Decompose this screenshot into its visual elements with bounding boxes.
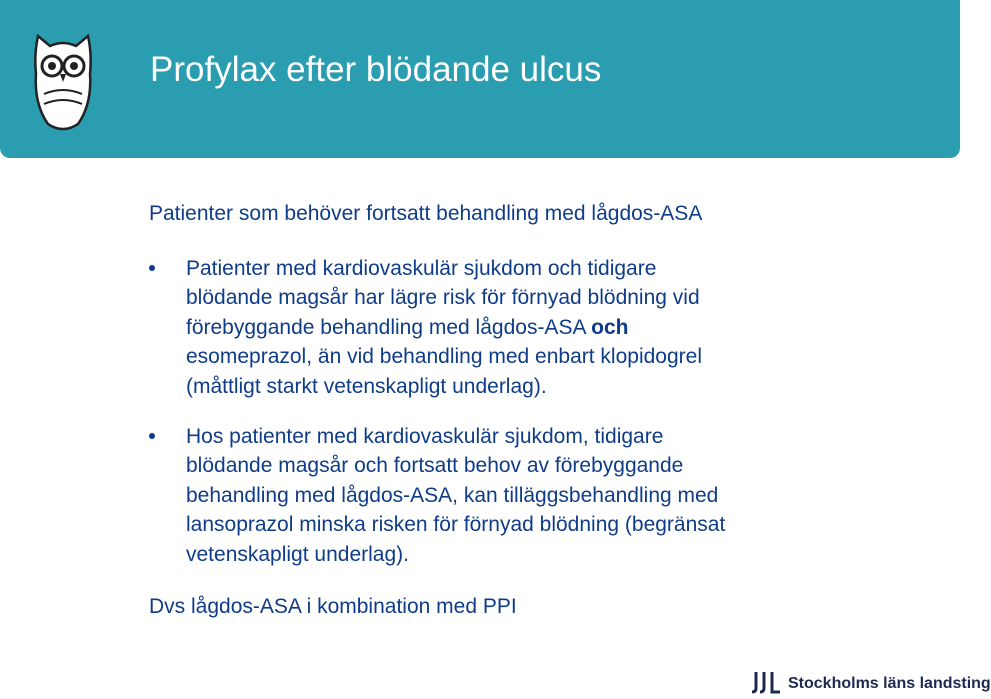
bullet-1 — [186, 254, 702, 401]
bullet-2 — [186, 422, 725, 569]
bullet-1-line-1: Patienter med kardiovaskulär sjukdom och tidigare — [186, 257, 657, 280]
bullet-2-line-5: vetenskapligt underlag). — [186, 542, 409, 566]
bullet-1-line-2: blödande magsår har lägre risk för förnyad blödning vid — [186, 286, 700, 310]
bullet-1-line-3 — [186, 313, 702, 342]
bullet-2-line-1: Hos patienter med kardiovaskulär sjukdom, tidigare — [186, 425, 664, 448]
bullet-dot — [149, 433, 155, 439]
bullet-1-emphasis: och — [591, 315, 629, 339]
slide-title: Profylax efter blödande ulcus — [150, 50, 602, 89]
bullet-2-line-4: lansoprazol minska risken för förnyad blödning (begränsat — [186, 513, 726, 537]
bullet-2-line-2: blödande magsår och fortsatt behov av förebyggande — [186, 454, 684, 478]
bullet-1-line-3-text: förebyggande behandling med lågdos-ASA — [186, 315, 592, 339]
sll-logo-icon — [752, 670, 782, 694]
title-banner — [0, 0, 960, 158]
bullet-dot — [149, 265, 155, 271]
footer-logo — [752, 670, 991, 694]
bullet-2-line-3: behandling med lågdos-ASA, kan tilläggsbehandling med — [186, 483, 719, 507]
footer-logo-text: Stockholms läns landsting — [788, 675, 991, 692]
owl-logo-icon — [30, 24, 96, 136]
intro-text: Patienter som behöver fortsatt behandling med lågdos-ASA — [149, 202, 703, 225]
bullet-1-line-4: esomeprazol, än vid behandling med enbart klopidogrel — [186, 345, 702, 369]
summary-text: Dvs lågdos-ASA i kombination med PPI — [149, 595, 517, 618]
bullet-1-line-5: (måttligt starkt vetenskapligt underlag). — [186, 374, 547, 398]
